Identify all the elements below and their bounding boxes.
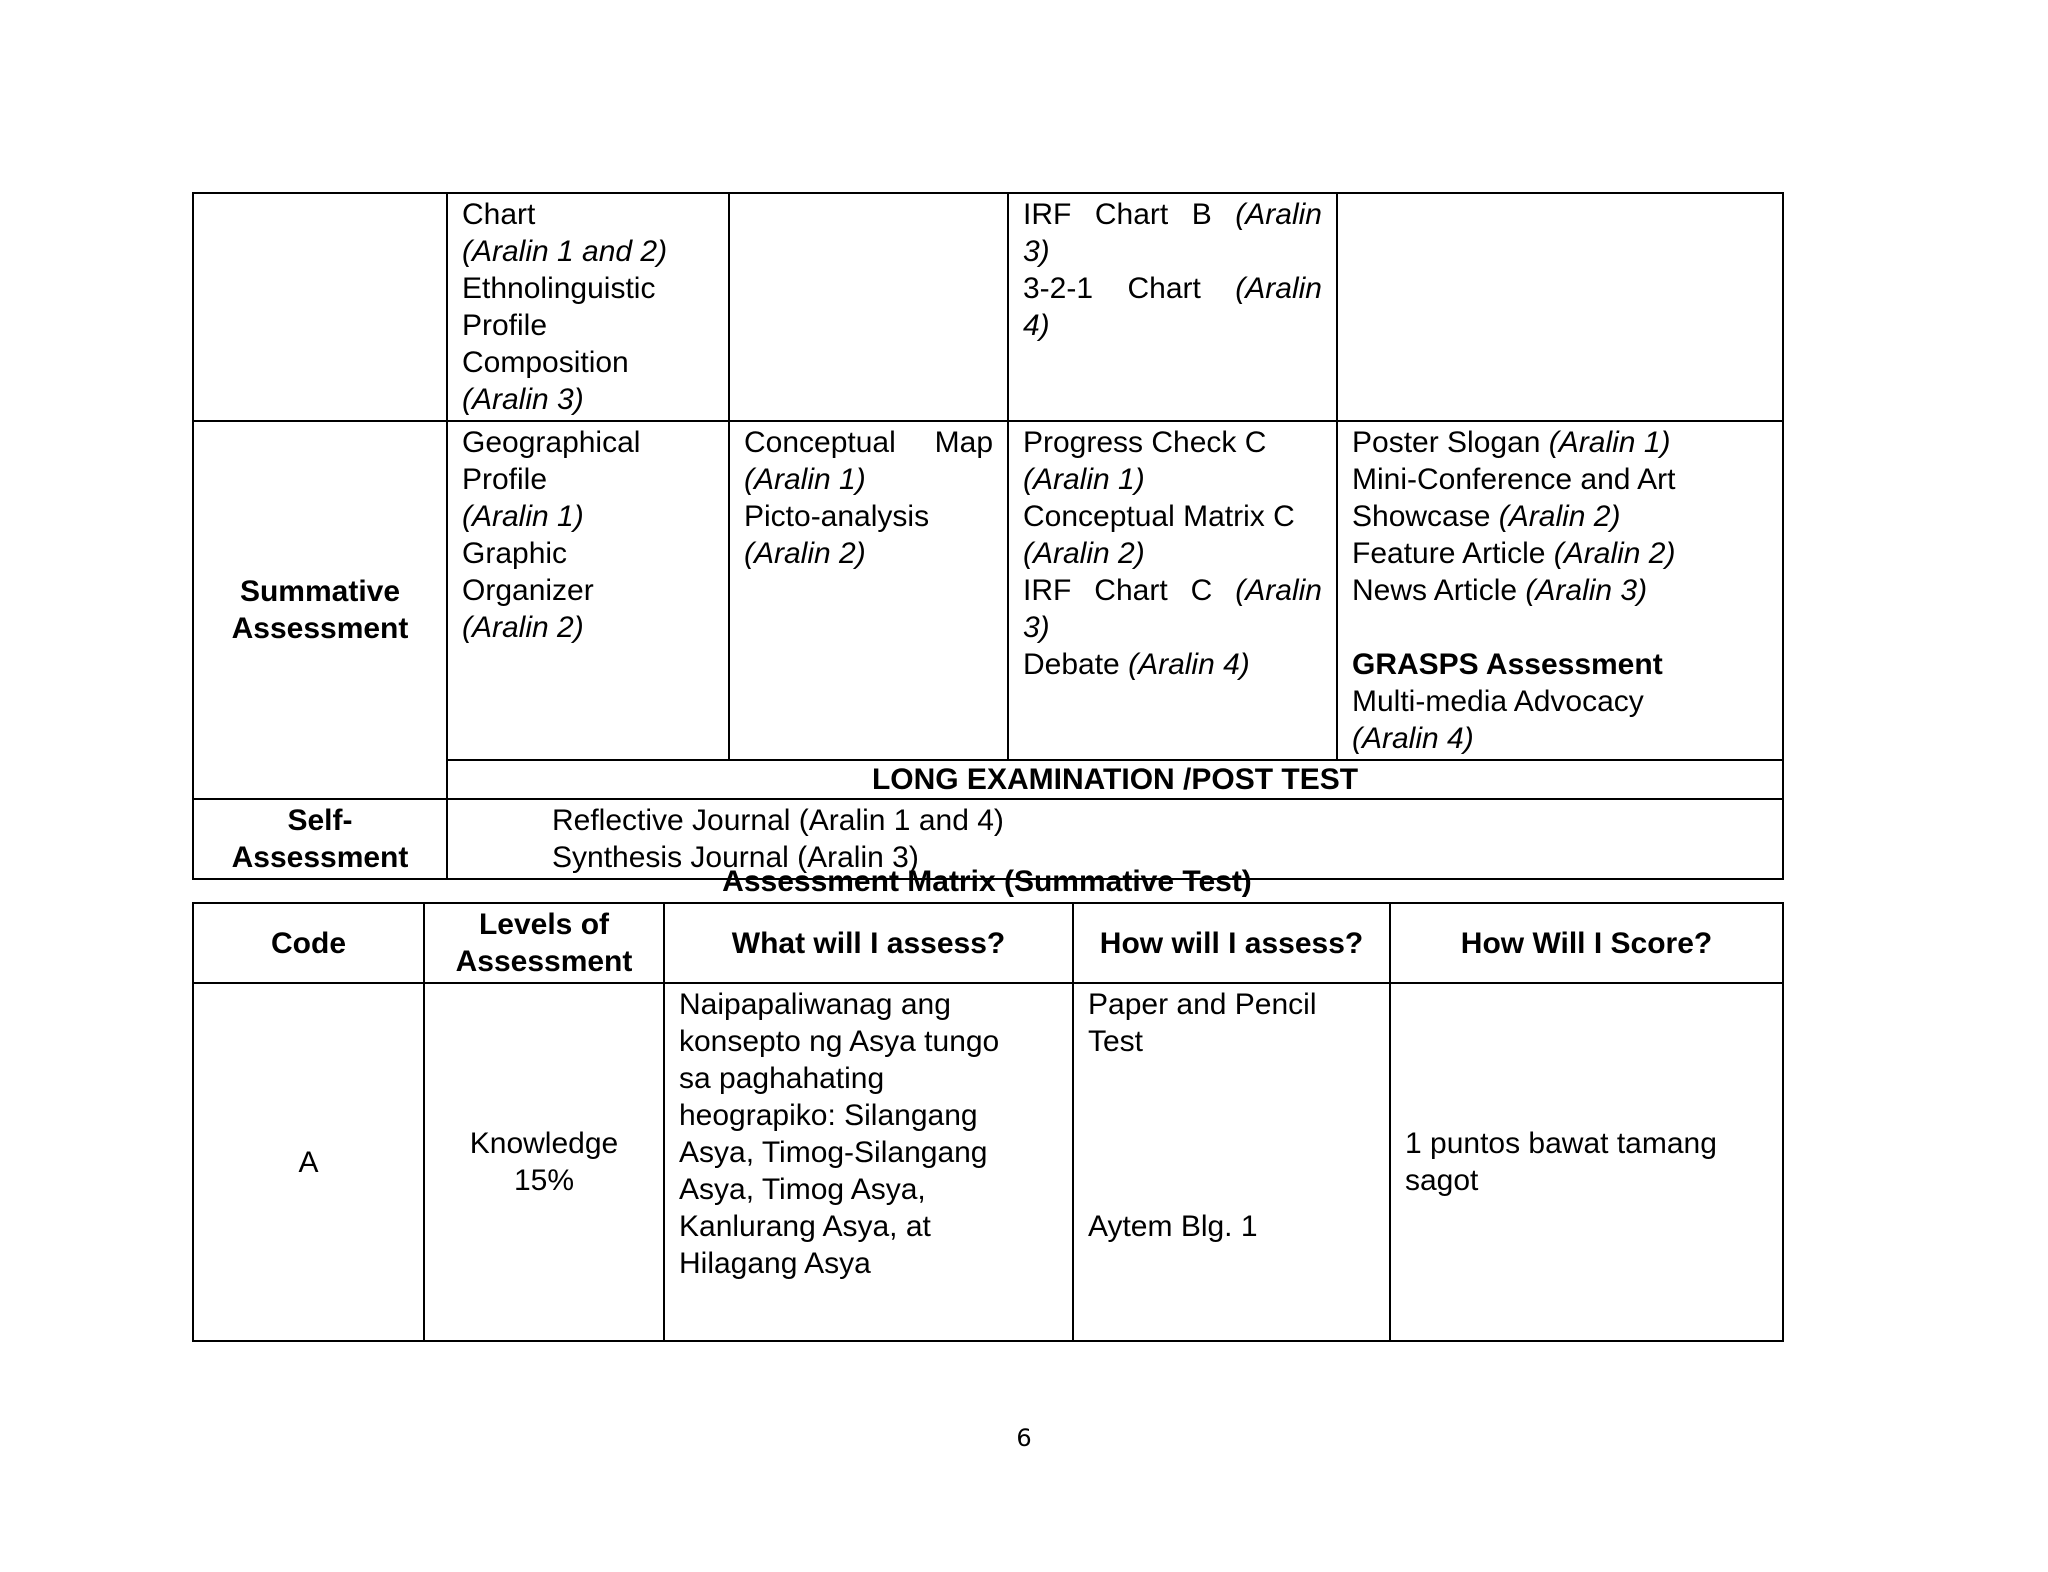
cell-line: 1 puntos bawat tamang (1405, 1127, 1717, 1160)
cell-line: Profile (462, 463, 548, 496)
word: Showcase (1352, 500, 1491, 533)
word: Chart (1094, 574, 1168, 607)
header-code: Code (193, 903, 424, 983)
spacer (1088, 1097, 1375, 1134)
summative-label-cell (193, 421, 447, 799)
cell-line: (Aralin 3) (462, 383, 584, 416)
word: Chart (1127, 272, 1201, 305)
assessment-table (192, 192, 1784, 880)
cell-line: Organizer (462, 574, 594, 607)
cell-line: Conceptual Matrix C (1023, 500, 1295, 533)
cell-line (1023, 196, 1322, 233)
cell-line: (Aralin 2) (462, 611, 584, 644)
cell-line: konsepto ng Asya tungo (679, 1025, 1000, 1058)
cell-line (1023, 572, 1322, 609)
summative-col4-cell (1337, 421, 1783, 760)
summative-col3-cell (1008, 421, 1337, 760)
word: Debate (1023, 648, 1120, 681)
how-cell (1073, 983, 1390, 1341)
word: 3-2-1 (1023, 272, 1094, 305)
row-label: Assessment (231, 841, 409, 874)
cell-line: Naipapaliwanag ang (679, 988, 951, 1021)
cell-line: Multi-media Advocacy (1352, 685, 1644, 718)
summative-col2-cell (729, 421, 1008, 760)
cell-line: sa paghahating (679, 1062, 885, 1095)
cell-line: Test (1088, 1025, 1144, 1058)
table-row (193, 421, 1783, 760)
level-text: 15% (513, 1164, 575, 1197)
level-text: Knowledge (469, 1127, 619, 1160)
formative-col3-cell (1008, 193, 1337, 421)
word: Poster Slogan (1352, 426, 1541, 459)
cell-line: Paper and Pencil (1088, 988, 1317, 1021)
empty-cell (1337, 193, 1783, 421)
header-what: What will I assess? (664, 903, 1073, 983)
row-label: Summative (239, 575, 401, 608)
cell-line: (Aralin 1) (744, 463, 866, 496)
cell-line: sagot (1405, 1164, 1479, 1197)
cell-line (1023, 646, 1322, 683)
list-item: Reflective Journal (Aralin 1 and 4) (552, 804, 1004, 837)
cell-line (1352, 424, 1768, 461)
empty-cell (729, 193, 1008, 421)
cell-line (1352, 572, 1768, 609)
long-examination-cell: LONG EXAMINATION /POST TEST (447, 760, 1783, 799)
spacer (1352, 609, 1768, 646)
cell-line: Asya, Timog Asya, (679, 1173, 926, 1206)
cell-line: Picto-analysis (744, 500, 930, 533)
header-text: Levels of (478, 908, 610, 941)
word: News Article (1352, 574, 1518, 607)
cell-line: Graphic (462, 537, 568, 570)
formative-col1-cell (447, 193, 729, 421)
cell-line: (Aralin 1) (462, 500, 584, 533)
code-cell: A (193, 983, 424, 1341)
word: (Aralin (1235, 198, 1322, 231)
cell-line: Hilagang Asya (679, 1247, 871, 1280)
cell-line: Composition (462, 346, 629, 379)
cell-line: Ethnolinguistic (462, 272, 656, 305)
assessment-matrix-table (192, 902, 1784, 1342)
word: (Aralin 3) (1525, 574, 1648, 607)
cell-line: 3) (1023, 611, 1050, 644)
cell-line: (Aralin 4) (1352, 722, 1474, 755)
cell-line: Kanlurang Asya, at (679, 1210, 931, 1243)
cell-line: 4) (1023, 309, 1050, 342)
cell-line: Profile (462, 309, 548, 342)
cell-line: Chart (462, 198, 536, 231)
header-levels (424, 903, 664, 983)
grasps-heading: GRASPS Assessment (1352, 648, 1663, 681)
word: Map (934, 426, 993, 459)
word: B (1191, 198, 1212, 231)
word: Feature Article (1352, 537, 1546, 570)
word: IRF (1023, 198, 1072, 231)
header-row (193, 903, 1783, 983)
page-number: 6 (1016, 1424, 1032, 1452)
cell-line: (Aralin 1) (1023, 463, 1145, 496)
cell-line: Asya, Timog-Silangang (679, 1136, 988, 1169)
cell-line (1023, 270, 1322, 307)
cell-line: (Aralin 2) (744, 537, 866, 570)
word: (Aralin 2) (1498, 500, 1621, 533)
table-row (193, 193, 1783, 421)
cell-line: Geographical (462, 426, 641, 459)
cell-line (744, 424, 993, 461)
spacer (1088, 1060, 1375, 1097)
header-score: How Will I Score? (1390, 903, 1783, 983)
cell-line: Aytem Blg. 1 (1088, 1210, 1258, 1243)
spacer (1088, 1171, 1375, 1208)
word: (Aralin 2) (1553, 537, 1676, 570)
cell-line (1352, 498, 1768, 535)
word: (Aralin 1) (1548, 426, 1671, 459)
word: (Aralin (1235, 574, 1322, 607)
cell-line: heograpiko: Silangang (679, 1099, 978, 1132)
header-how: How will I assess? (1073, 903, 1390, 983)
level-cell (424, 983, 664, 1341)
header-text: Assessment (455, 945, 633, 978)
word: IRF (1023, 574, 1072, 607)
row-label: Self- (287, 804, 353, 837)
score-cell (1390, 983, 1783, 1341)
summative-col1-cell (447, 421, 729, 760)
list-item: Synthesis Journal (Aralin 3) (552, 841, 919, 874)
cell-line: (Aralin 1 and 2) (462, 235, 668, 268)
cell-line: Progress Check C (1023, 426, 1267, 459)
table-row (193, 983, 1783, 1341)
word: C (1190, 574, 1213, 607)
cell-line: (Aralin 2) (1023, 537, 1145, 570)
matrix-title: Assessment Matrix (Summative Test) (722, 865, 1252, 898)
word: (Aralin 4) (1128, 648, 1250, 681)
what-cell (664, 983, 1073, 1341)
cell-line (1352, 535, 1768, 572)
row-label: Assessment (231, 612, 409, 645)
word: Conceptual (744, 426, 896, 459)
word: (Aralin (1235, 272, 1322, 305)
cell-line: Mini-Conference and Art (1352, 463, 1676, 496)
cell-line: 3) (1023, 235, 1050, 268)
word: Chart (1094, 198, 1169, 231)
spacer (1088, 1134, 1375, 1171)
empty-cell (193, 193, 447, 421)
